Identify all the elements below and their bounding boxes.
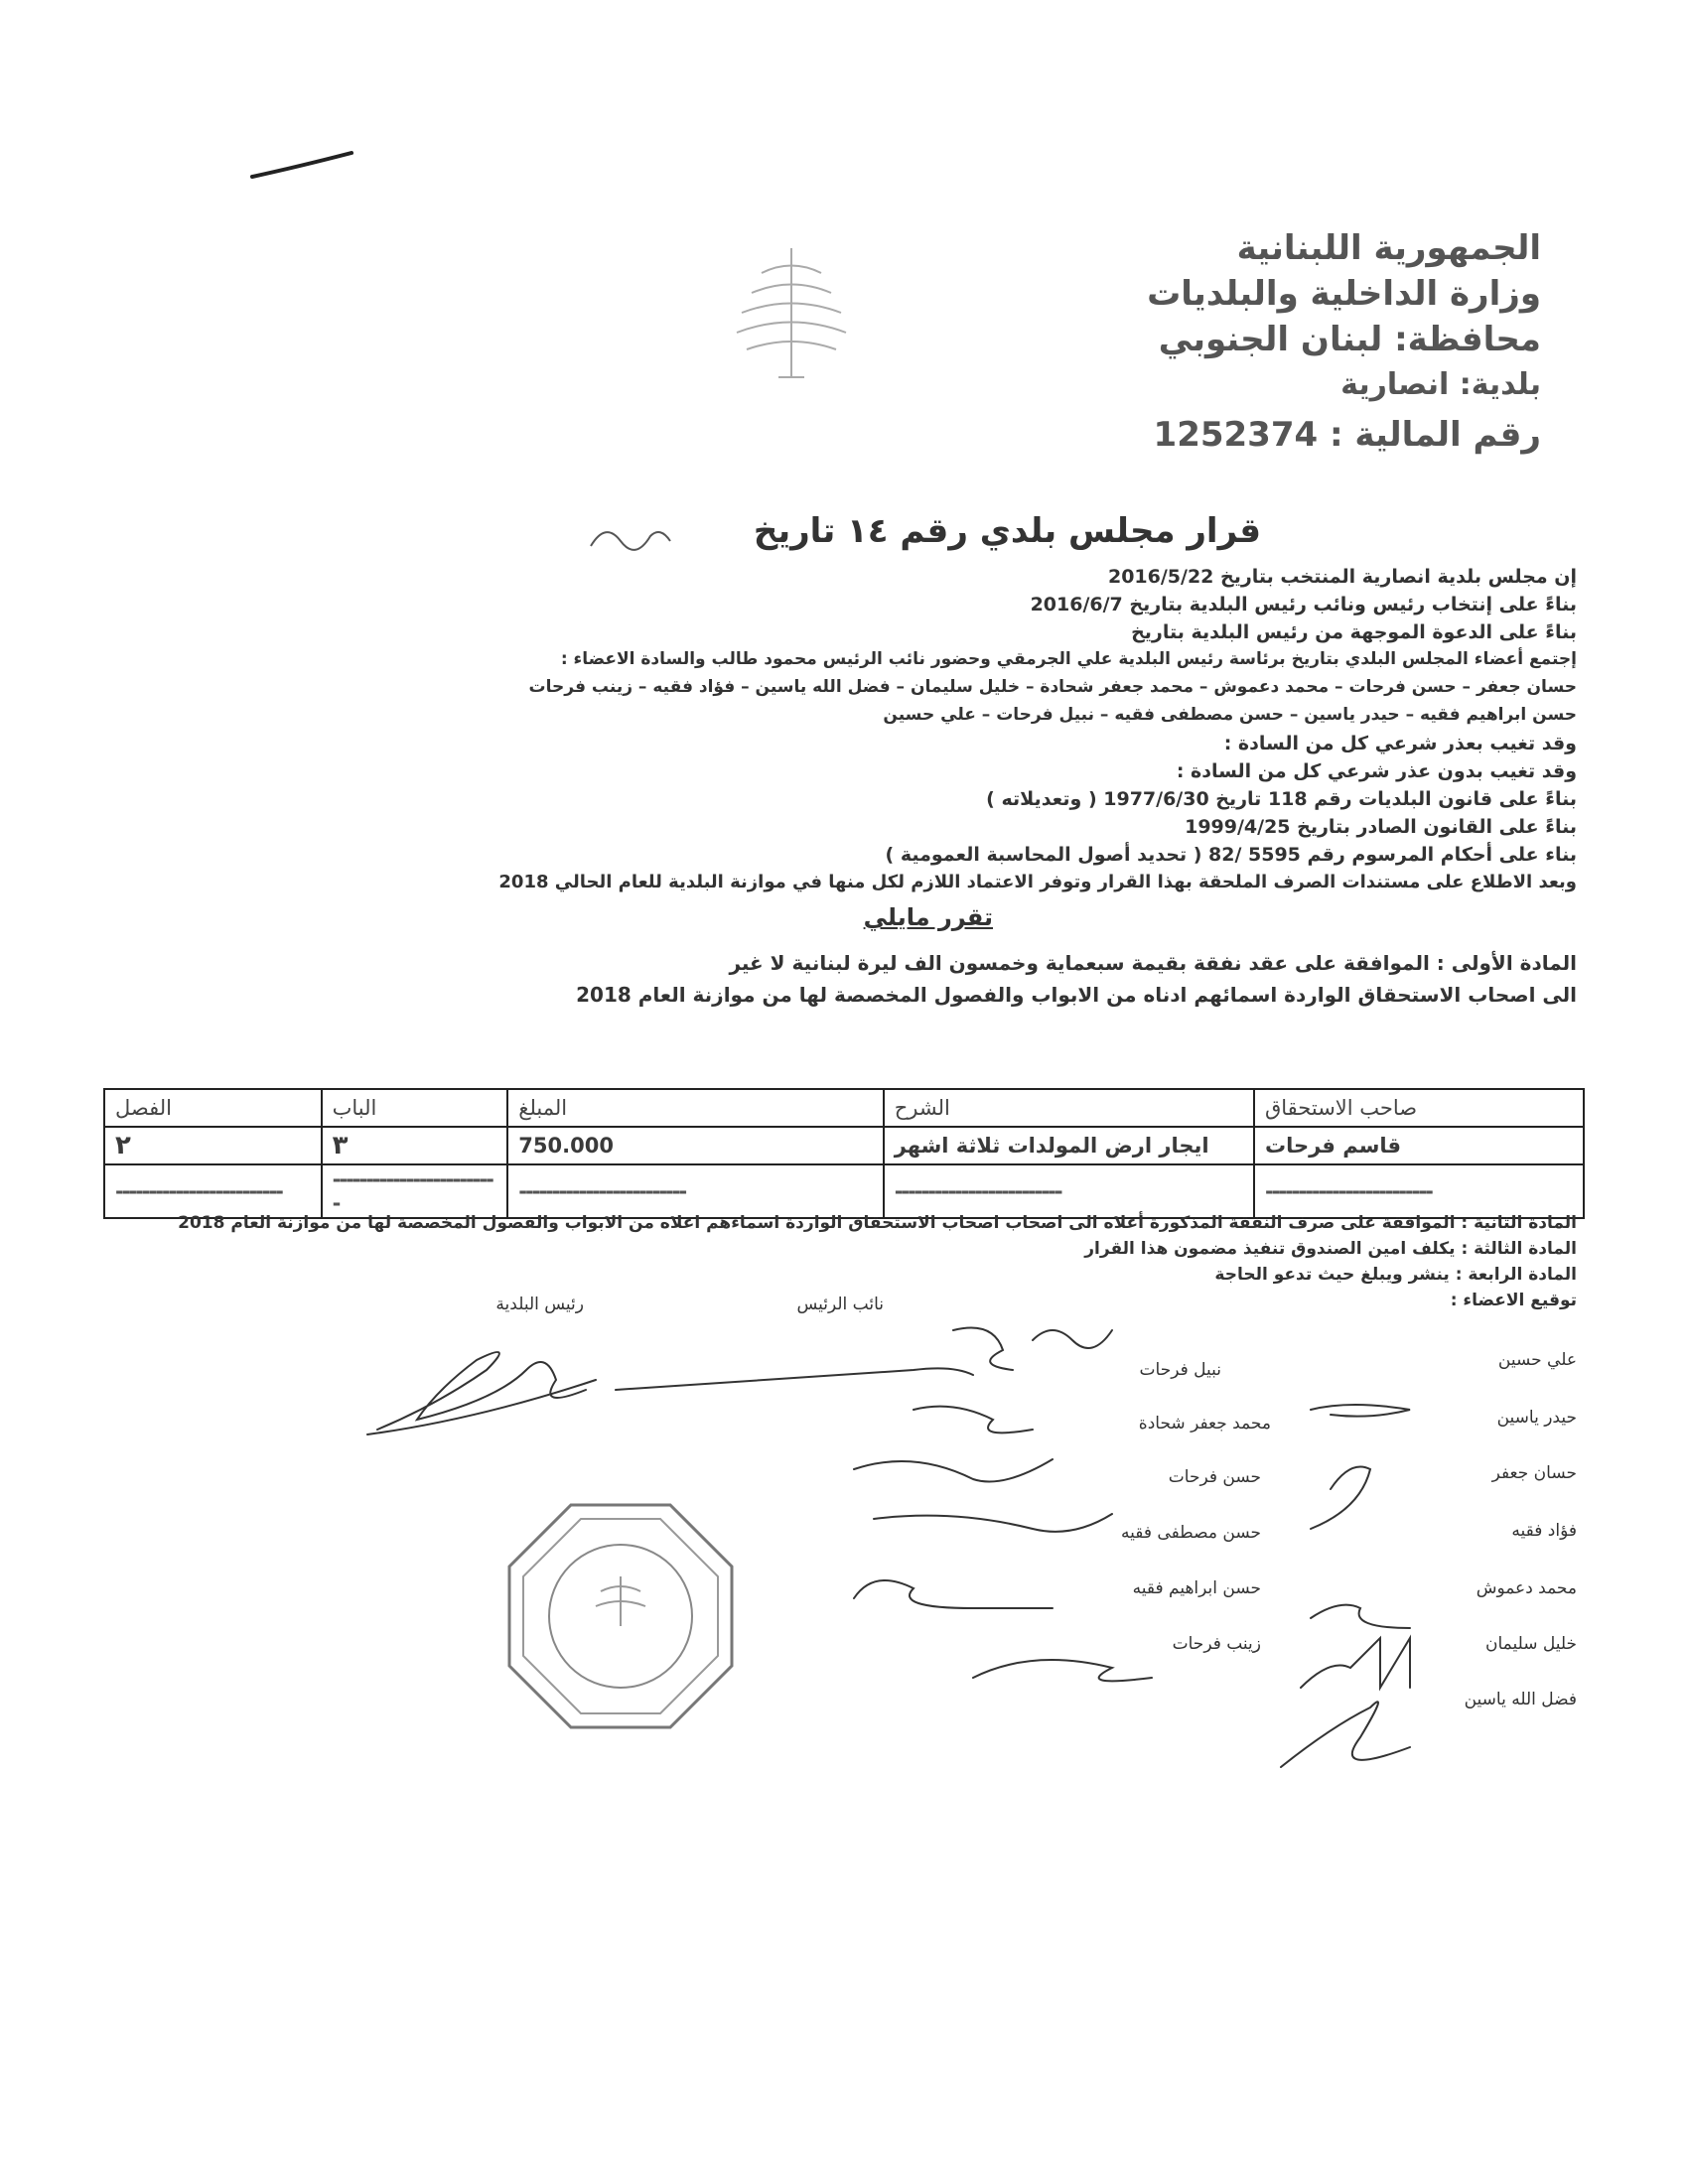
handwritten-date <box>586 511 675 561</box>
member-name: خليل سليمان <box>1484 1634 1577 1654</box>
member-name: محمد جعفر شحادة <box>1138 1414 1271 1433</box>
table-row <box>104 1164 1584 1218</box>
empty-cell: ------------------------- <box>322 1164 508 1218</box>
member-name: حيدر ياسين <box>1496 1408 1577 1428</box>
article-3: المادة الثالثة : يكلف امين الصندوق تنفيذ مضمون هذا القرار <box>1084 1239 1577 1259</box>
allocation-table <box>103 1088 1585 1219</box>
member-name: فؤاد فقيه <box>1511 1521 1577 1541</box>
body-line: بناءً على الدعوة الموجهة من رئيس البلدية بتاريخ <box>1131 621 1577 643</box>
member-name: فضل الله ياسين <box>1464 1690 1577 1709</box>
article-2: المادة الثانية : الموافقة على صرف النفقة المذكورة أعلاه الى اصحاب اصحاب الاستحقاق الواردة اسماءهم اعلاه من الابواب والفصول المخصصة لها من موازنة العام 2018 <box>178 1213 1577 1233</box>
decides-heading: تقرر مايلي <box>863 903 993 931</box>
body-line: وقد تغيب بدون عذر شرعي كل من السادة : <box>1176 760 1577 782</box>
body-line: إجتمع أعضاء المجلس البلدي بتاريخ برئاسة رئيس البلدية علي الجرمقي وحضور نائب الرئيس محمود طالب والسادة الاعضاء : <box>560 649 1577 669</box>
vice-president-label: نائب الرئيس <box>796 1295 884 1314</box>
member-name: زينب فرحات <box>1172 1634 1261 1654</box>
member-name: حسان جعفر <box>1491 1463 1577 1483</box>
member-name: علي حسين <box>1497 1350 1577 1370</box>
finance-number: رقم المالية : 1252374 <box>1153 415 1541 455</box>
republic-title: الجمهورية اللبنانية <box>1236 228 1541 268</box>
col-amount: المبلغ <box>507 1089 883 1127</box>
col-section: الفصل <box>104 1089 322 1127</box>
chapter-cell: ٣ <box>322 1127 508 1164</box>
president-label: رئيس البلدية <box>495 1295 584 1314</box>
beneficiary-cell: قاسم فرحات <box>1254 1127 1584 1164</box>
body-line: بناءً على إنتخاب رئيس ونائب رئيس البلدية بتاريخ 2016/6/7 <box>1030 594 1577 615</box>
governorate-title: محافظة: لبنان الجنوبي <box>1158 320 1541 359</box>
article-4: المادة الرابعة : ينشر ويبلغ حيث تدعو الحاجة <box>1214 1265 1577 1285</box>
table-header-row <box>104 1089 1584 1127</box>
cedar-emblem-icon <box>717 238 866 387</box>
amount-cell: 750.000 <box>507 1127 883 1164</box>
ministry-title: وزارة الداخلية والبلديات <box>1147 274 1541 314</box>
body-line: بناءً على قانون البلديات رقم 118 تاريخ 1977/6/30 ( وتعديلاته ) <box>986 788 1577 810</box>
body-line: حسن ابراهيم فقيه – حيدر ياسين – حسن مصطفى فقيه – نبيل فرحات – علي حسين <box>883 705 1577 725</box>
body-line: بناء على أحكام المرسوم رقم 5595 /82 ( تحديد أصول المحاسبة العمومية ) <box>885 844 1577 866</box>
section-cell: ٢ <box>104 1127 322 1164</box>
col-beneficiary: صاحب الاستحقاق <box>1254 1089 1584 1127</box>
body-line: إن مجلس بلدية انصارية المنتخب بتاريخ 2016/5/22 <box>1107 566 1577 588</box>
municipality-title: بلدية: انصارية <box>1340 367 1541 402</box>
article-1-cont: الى اصحاب الاستحقاق الواردة اسمائهم ادناه من الابواب والفصول المخصصة لها من موازنة العام 2018 <box>576 983 1577 1007</box>
members-signature-label: توقيع الاعضاء : <box>1450 1291 1577 1310</box>
article-1: المادة الأولى : الموافقة على عقد نفقة بقيمة سبعماية وخمسون الف ليرة لبنانية لا غير <box>729 951 1577 975</box>
col-description: الشرح <box>884 1089 1254 1127</box>
body-line: وبعد الاطلاع على مستندات الصرف الملحقة بهذا القرار وتوفر الاعتماد اللازم لكل منها في موازنة البلدية للعام الحالي 2018 <box>498 872 1577 892</box>
body-line: حسان جعفر – حسن فرحات – محمد دعموش – محمد جعفر شحادة – خليل سليمان – فضل الله ياسين – فؤاد فقيه – زينب فرحات <box>528 677 1577 697</box>
table-row <box>104 1127 1584 1164</box>
empty-cell: ------------------------- <box>884 1164 1254 1218</box>
member-name: محمد دعموش <box>1476 1578 1577 1598</box>
body-line: بناءً على القانون الصادر بتاريخ 1999/4/25 <box>1185 816 1577 838</box>
description-cell: ايجار ارض المولدات ثلاثة اشهر <box>884 1127 1254 1164</box>
decision-title: قرار مجلس بلدي رقم ١٤ تاريخ <box>753 511 1261 551</box>
body-line: وقد تغيب بعذر شرعي كل من السادة : <box>1223 733 1577 754</box>
member-name: حسن فرحات <box>1168 1467 1261 1487</box>
empty-cell: ------------------------- <box>507 1164 883 1218</box>
empty-cell: ------------------------- <box>104 1164 322 1218</box>
empty-cell: ------------------------- <box>1254 1164 1584 1218</box>
member-name: حسن ابراهيم فقيه <box>1132 1578 1261 1598</box>
col-chapter: الباب <box>322 1089 508 1127</box>
pen-mark <box>248 147 357 187</box>
municipal-seal-icon <box>501 1497 740 1735</box>
member-name: نبيل فرحات <box>1139 1360 1221 1380</box>
member-name: حسن مصطفى فقيه <box>1121 1523 1261 1543</box>
